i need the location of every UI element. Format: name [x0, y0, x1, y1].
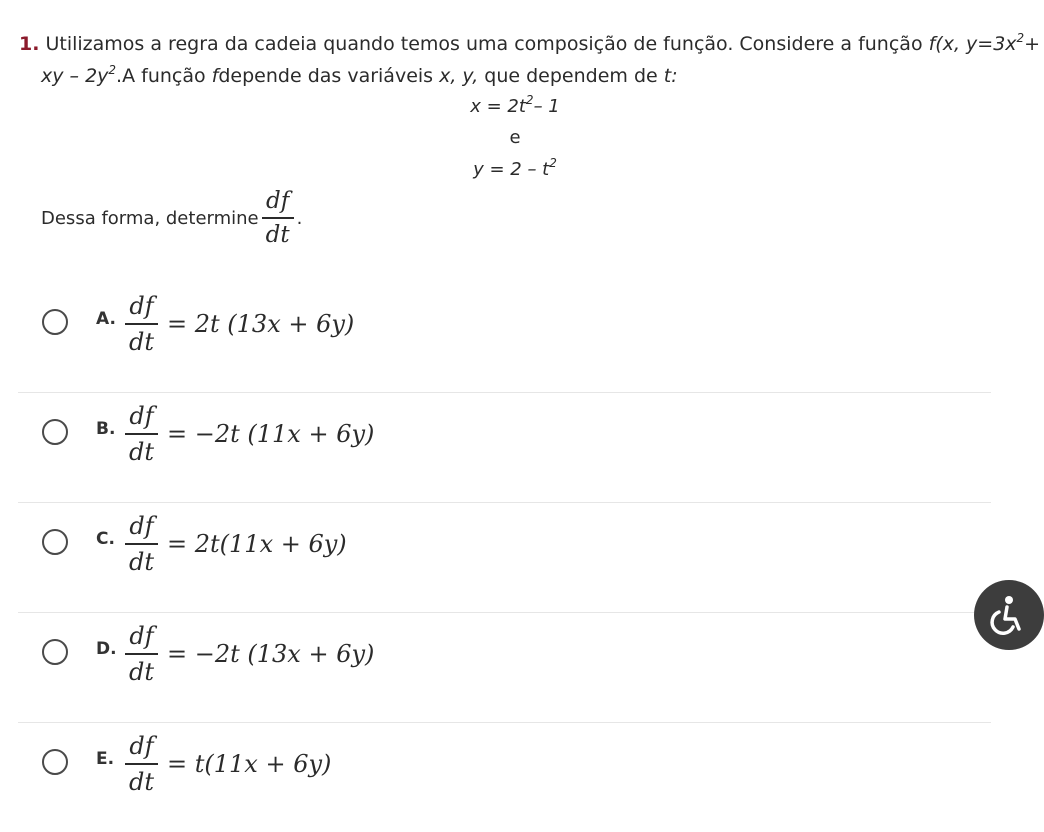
equation-separator: e — [509, 127, 521, 148]
answer-option-b[interactable] — [18, 392, 991, 503]
function-text: f(x, y=3x — [928, 33, 1017, 55]
option-expression-d — [122, 614, 374, 694]
plus-sign: + — [1024, 33, 1041, 55]
question-line2-c: depende das variáveis — [218, 65, 440, 87]
option-denominator-a: dt — [129, 327, 155, 356]
function-definition — [928, 30, 1041, 55]
option-numerator-b: df — [129, 402, 154, 431]
determine-prompt — [41, 183, 302, 253]
option-expression-b — [122, 394, 374, 474]
fraction-numerator: df — [265, 188, 290, 215]
superscript-1: 2 — [1016, 30, 1025, 45]
option-rhs-c: = 2t(11x + 6y) — [167, 530, 347, 558]
determine-text: Dessa forma, determine — [41, 207, 259, 229]
option-expression-e — [122, 724, 331, 804]
option-rhs-b: = −2t (11x + 6y) — [167, 420, 375, 448]
option-expression-a — [122, 284, 354, 364]
option-rhs-d: = −2t (13x + 6y) — [167, 640, 375, 668]
equation-x-sup: 2 — [525, 93, 534, 107]
radio-button-e[interactable] — [42, 749, 68, 775]
equation-y — [300, 156, 730, 180]
answer-option-c[interactable] — [18, 502, 991, 613]
equation-x-a: x = 2t — [470, 96, 526, 117]
option-fraction-b — [125, 402, 158, 466]
option-expression-c — [122, 504, 347, 584]
option-denominator-c: dt — [129, 547, 155, 576]
equation-x — [300, 93, 730, 117]
option-denominator-d: dt — [129, 657, 155, 686]
option-fraction-c — [125, 512, 158, 576]
question-line2-t: t: — [663, 65, 678, 87]
question-line2-b: .A função — [116, 65, 212, 87]
determine-fraction — [262, 188, 294, 248]
option-letter-b: B. — [96, 419, 116, 439]
radio-button-c[interactable] — [42, 529, 68, 555]
radio-button-a[interactable] — [42, 309, 68, 335]
question-line2-vars: x, y, — [439, 65, 479, 87]
option-letter-e: E. — [96, 749, 115, 769]
option-numerator-d: df — [129, 622, 154, 651]
equation-y-sup: 2 — [549, 156, 557, 170]
answer-option-d[interactable] — [18, 612, 991, 723]
option-rhs-e: = t(11x + 6y) — [167, 750, 332, 778]
answer-option-a[interactable] — [18, 282, 991, 393]
option-denominator-b: dt — [129, 437, 155, 466]
question-line2-a: xy – 2y — [41, 65, 109, 87]
accessibility-button[interactable] — [974, 580, 1044, 650]
question-text-1: Utilizamos a regra da cadeia quando temos uma composição de função. Considere a função — [39, 33, 929, 55]
question-line-1 — [19, 30, 1040, 58]
superscript-2: 2 — [108, 62, 117, 77]
question-line-2 — [41, 62, 678, 90]
equation-x-b: – 1 — [533, 96, 560, 117]
option-fraction-e — [125, 732, 158, 796]
option-numerator-a: df — [129, 292, 154, 321]
option-denominator-e: dt — [129, 767, 155, 796]
option-fraction-d — [125, 622, 158, 686]
equation-y-a: y = 2 – t — [473, 159, 550, 180]
radio-button-d[interactable] — [42, 639, 68, 665]
radio-button-b[interactable] — [42, 419, 68, 445]
question-number: 1. — [19, 33, 40, 55]
option-letter-d: D. — [96, 639, 117, 659]
question-line2-d: que dependem de — [478, 65, 664, 87]
determine-period: . — [296, 207, 303, 229]
option-rhs-a: = 2t (13x + 6y) — [167, 310, 355, 338]
option-letter-c: C. — [96, 529, 115, 549]
question-line2-f: f — [211, 65, 219, 87]
accessibility-icon — [988, 595, 1022, 635]
option-fraction-a — [125, 292, 158, 356]
option-letter-a: A. — [96, 309, 116, 329]
fraction-denominator: dt — [265, 221, 290, 248]
option-numerator-c: df — [129, 512, 154, 541]
option-numerator-e: df — [129, 732, 154, 761]
answer-option-e[interactable] — [18, 722, 991, 832]
